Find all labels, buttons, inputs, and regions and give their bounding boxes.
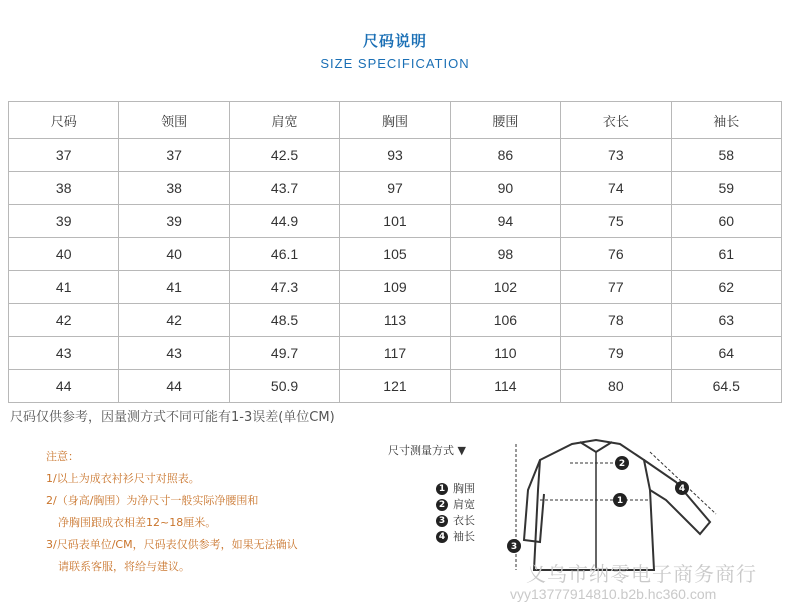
table-cell: 59	[671, 172, 781, 205]
column-header: 袖长	[671, 102, 781, 139]
table-cell: 39	[9, 205, 119, 238]
watermark-shop-name: 义乌市纳零电子商务商行	[526, 562, 757, 586]
table-cell: 61	[671, 238, 781, 271]
table-row	[9, 370, 782, 403]
table-cell: 44.9	[229, 205, 339, 238]
table-cell: 76	[561, 238, 671, 271]
table-cell: 38	[119, 172, 229, 205]
table-row	[9, 304, 782, 337]
table-cell: 40	[9, 238, 119, 271]
shirt-body-outline	[534, 440, 654, 570]
marker-2-label: 2	[618, 459, 626, 469]
table-row	[9, 205, 782, 238]
table-cell: 58	[671, 139, 781, 172]
table-cell: 46.1	[229, 238, 339, 271]
measure-legend	[436, 481, 475, 545]
table-cell: 78	[561, 304, 671, 337]
column-header: 尺码	[9, 102, 119, 139]
shirt-collar	[580, 442, 612, 452]
table-cell: 39	[119, 205, 229, 238]
table-cell: 43.7	[229, 172, 339, 205]
table-cell: 73	[561, 139, 671, 172]
table-cell: 63	[671, 304, 781, 337]
number-2-icon: 2	[436, 499, 448, 511]
table-cell: 42	[119, 304, 229, 337]
table-header-row	[9, 102, 782, 139]
column-header: 领围	[119, 102, 229, 139]
shirt-left-sleeve	[524, 460, 544, 542]
table-cell: 80	[561, 370, 671, 403]
table-cell: 62	[671, 271, 781, 304]
column-header: 腰围	[450, 102, 560, 139]
table-row	[9, 271, 782, 304]
table-row	[9, 172, 782, 205]
table-cell: 60	[671, 205, 781, 238]
table-cell: 93	[340, 139, 450, 172]
notes-block	[46, 446, 366, 578]
table-cell: 75	[561, 205, 671, 238]
legend-item-shoulder	[436, 497, 475, 513]
table-cell: 64.5	[671, 370, 781, 403]
table-cell: 41	[9, 271, 119, 304]
table-cell: 43	[9, 337, 119, 370]
notes-line: 3/尺码表单位/CM，尺码表仅供参考，如果无法确认	[46, 538, 298, 551]
column-header: 衣长	[561, 102, 671, 139]
number-3-icon: 3	[436, 515, 448, 527]
notes-line: 请联系客服，将给与建议。	[58, 560, 190, 573]
table-cell: 114	[450, 370, 560, 403]
table-cell: 37	[119, 139, 229, 172]
table-cell: 109	[340, 271, 450, 304]
table-cell: 41	[119, 271, 229, 304]
legend-label: 胸围	[453, 482, 475, 495]
table-cell: 77	[561, 271, 671, 304]
column-header: 肩宽	[229, 102, 339, 139]
table-cell: 94	[450, 205, 560, 238]
column-header: 胸围	[340, 102, 450, 139]
marker-3-label: 3	[510, 542, 518, 552]
table-cell: 105	[340, 238, 450, 271]
shirt-right-sleeve	[644, 460, 710, 534]
table-cell: 102	[450, 271, 560, 304]
table-cell: 106	[450, 304, 560, 337]
table-cell: 98	[450, 238, 560, 271]
disclaimer-text: 尺码仅供参考，因量测方式不同可能有1-3误差(单位CM)	[10, 410, 335, 425]
legend-item-length	[436, 513, 475, 529]
page-title-cn: 尺码说明	[362, 32, 427, 50]
table-row	[9, 139, 782, 172]
table-cell: 97	[340, 172, 450, 205]
table-cell: 74	[561, 172, 671, 205]
marker-1-label: 1	[616, 496, 624, 506]
number-4-icon: 4	[436, 531, 448, 543]
legend-label: 衣长	[453, 514, 475, 527]
number-1-icon: 1	[436, 483, 448, 495]
table-cell: 90	[450, 172, 560, 205]
table-cell: 47.3	[229, 271, 339, 304]
marker-4-label: 4	[678, 484, 686, 494]
table-cell: 86	[450, 139, 560, 172]
table-cell: 48.5	[229, 304, 339, 337]
table-cell: 50.9	[229, 370, 339, 403]
table-cell: 110	[450, 337, 560, 370]
table-cell: 44	[9, 370, 119, 403]
table-cell: 101	[340, 205, 450, 238]
legend-item-chest	[436, 481, 475, 497]
table-cell: 38	[9, 172, 119, 205]
table-row	[9, 337, 782, 370]
table-cell: 79	[561, 337, 671, 370]
measure-title: 尺寸测量方式 ▼	[388, 444, 466, 457]
table-cell: 37	[9, 139, 119, 172]
legend-label: 肩宽	[453, 498, 475, 511]
watermark-url: vyy13777914810.b2b.hc360.com	[510, 586, 717, 602]
table-cell: 44	[119, 370, 229, 403]
table-cell: 117	[340, 337, 450, 370]
table-row	[9, 238, 782, 271]
table-cell: 64	[671, 337, 781, 370]
notes-heading: 注意：	[46, 450, 79, 463]
table-cell: 113	[340, 304, 450, 337]
table-cell: 49.7	[229, 337, 339, 370]
table-cell: 42.5	[229, 139, 339, 172]
table-cell: 121	[340, 370, 450, 403]
table-cell: 40	[119, 238, 229, 271]
notes-line: 1/以上为成衣衬衫尺寸对照表。	[46, 472, 200, 485]
table-cell: 43	[119, 337, 229, 370]
legend-item-sleeve	[436, 529, 475, 545]
page-title-en: SIZE SPECIFICATION	[320, 56, 470, 71]
size-table	[8, 101, 782, 403]
legend-label: 袖长	[453, 530, 475, 543]
table-cell: 42	[9, 304, 119, 337]
notes-line: 2/（身高/胸围）为净尺寸一般实际净腰围和	[46, 494, 259, 507]
notes-line: 净胸围跟成衣相差12~18厘米。	[58, 516, 217, 529]
